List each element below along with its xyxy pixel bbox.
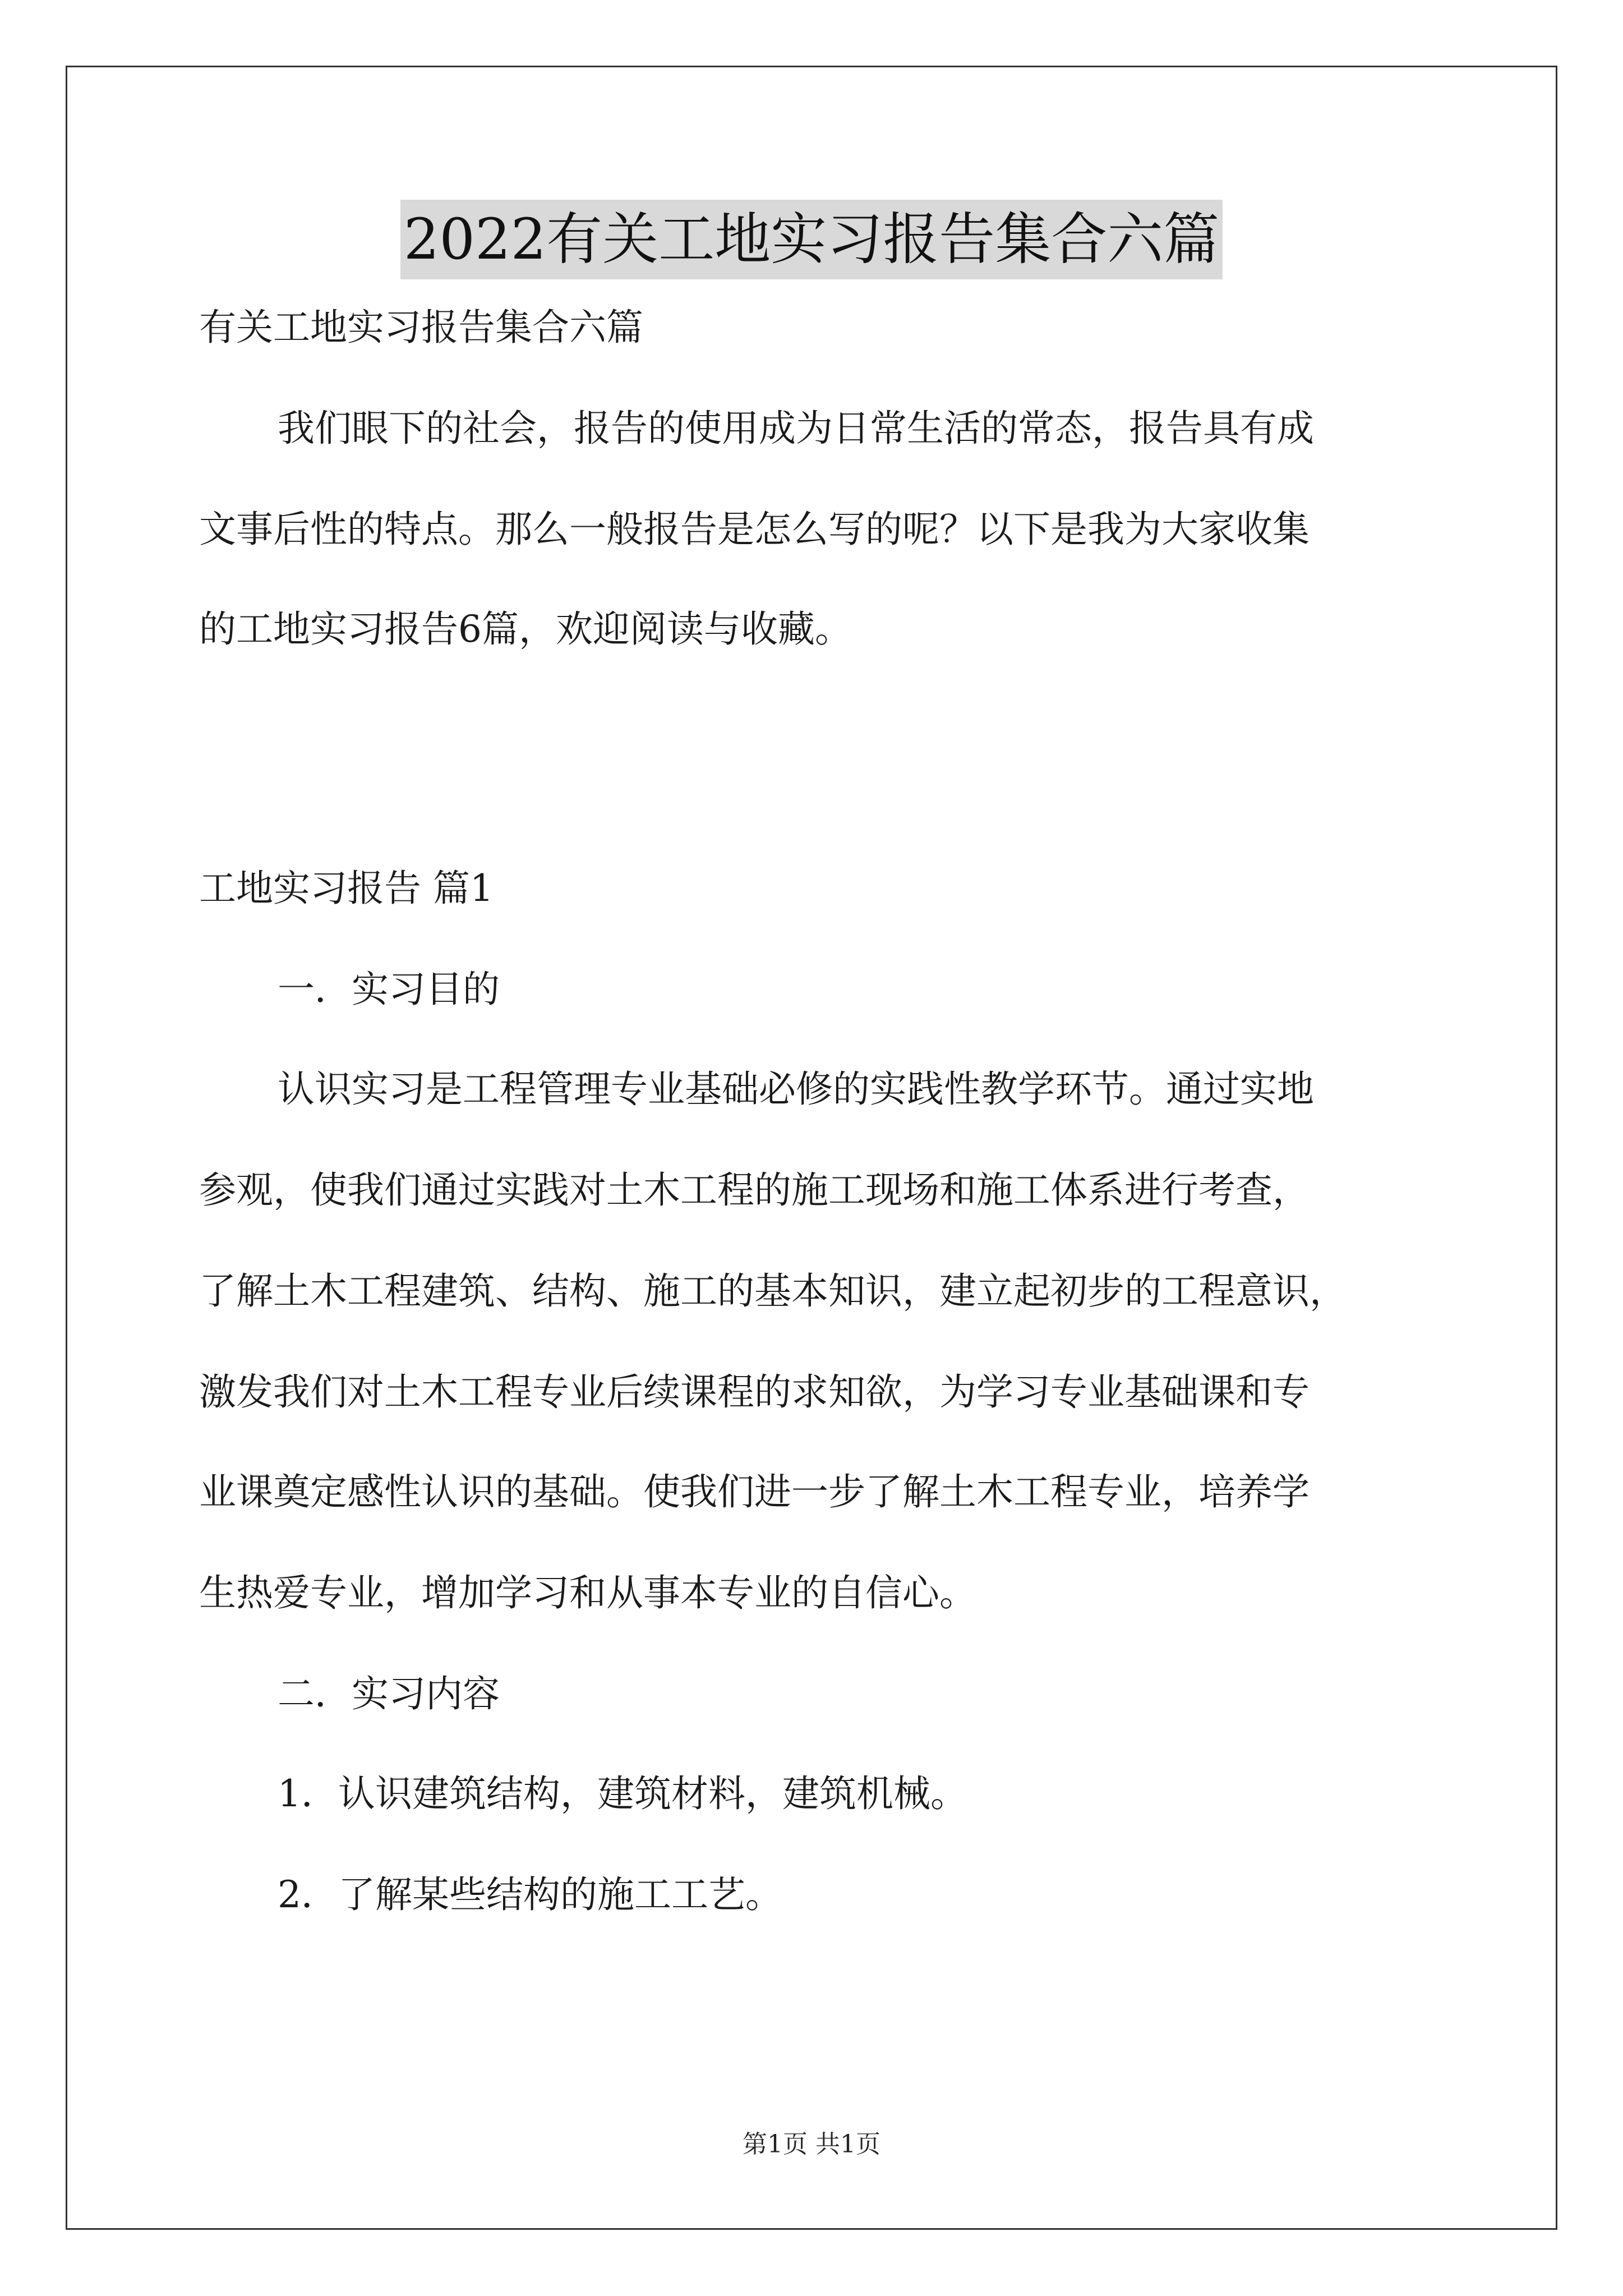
part2-item-1: 1．认识建筑结构，建筑材料，建筑机械。 bbox=[278, 1772, 967, 1815]
part1-line-2: 参观，使我们通过实践对土木工程的施工现场和施工体系进行考查， bbox=[199, 1168, 1310, 1212]
part2-item-2: 2．了解某些结构的施工工艺。 bbox=[278, 1873, 782, 1916]
part1-heading: 一．实习目的 bbox=[278, 968, 500, 1011]
page-footer: 第1页 共1页 bbox=[743, 2130, 880, 2159]
document-title: 2022有关工地实习报告集合六篇 bbox=[400, 200, 1223, 279]
part1-line-5: 业课奠定感性认识的基础。使我们进一步了解土木工程专业，培养学 bbox=[199, 1470, 1310, 1513]
subtitle: 有关工地实习报告集合六篇 bbox=[199, 306, 643, 349]
intro-line-1: 我们眼下的社会，报告的使用成为日常生活的常态，报告具有成 bbox=[278, 407, 1314, 450]
intro-line-3: 的工地实习报告6篇，欢迎阅读与收藏。 bbox=[199, 608, 852, 651]
title-container bbox=[0, 200, 1623, 279]
part1-line-1: 认识实习是工程管理专业基础必修的实践性教学环节。通过实地 bbox=[278, 1068, 1314, 1111]
intro-line-2: 文事后性的特点。那么一般报告是怎么写的呢？以下是我为大家收集 bbox=[199, 508, 1310, 551]
section-heading: 工地实习报告 篇1 bbox=[199, 867, 494, 910]
part1-line-3: 了解土木工程建筑、结构、施工的基本知识，建立起初步的工程意识， bbox=[199, 1269, 1347, 1313]
part1-line-6: 生热爱专业，增加学习和从事本专业的自信心。 bbox=[199, 1571, 976, 1614]
part2-heading: 二．实习内容 bbox=[278, 1672, 500, 1715]
part1-line-4: 激发我们对土木工程专业后续课程的求知欲，为学习专业基础课和专 bbox=[199, 1370, 1310, 1414]
